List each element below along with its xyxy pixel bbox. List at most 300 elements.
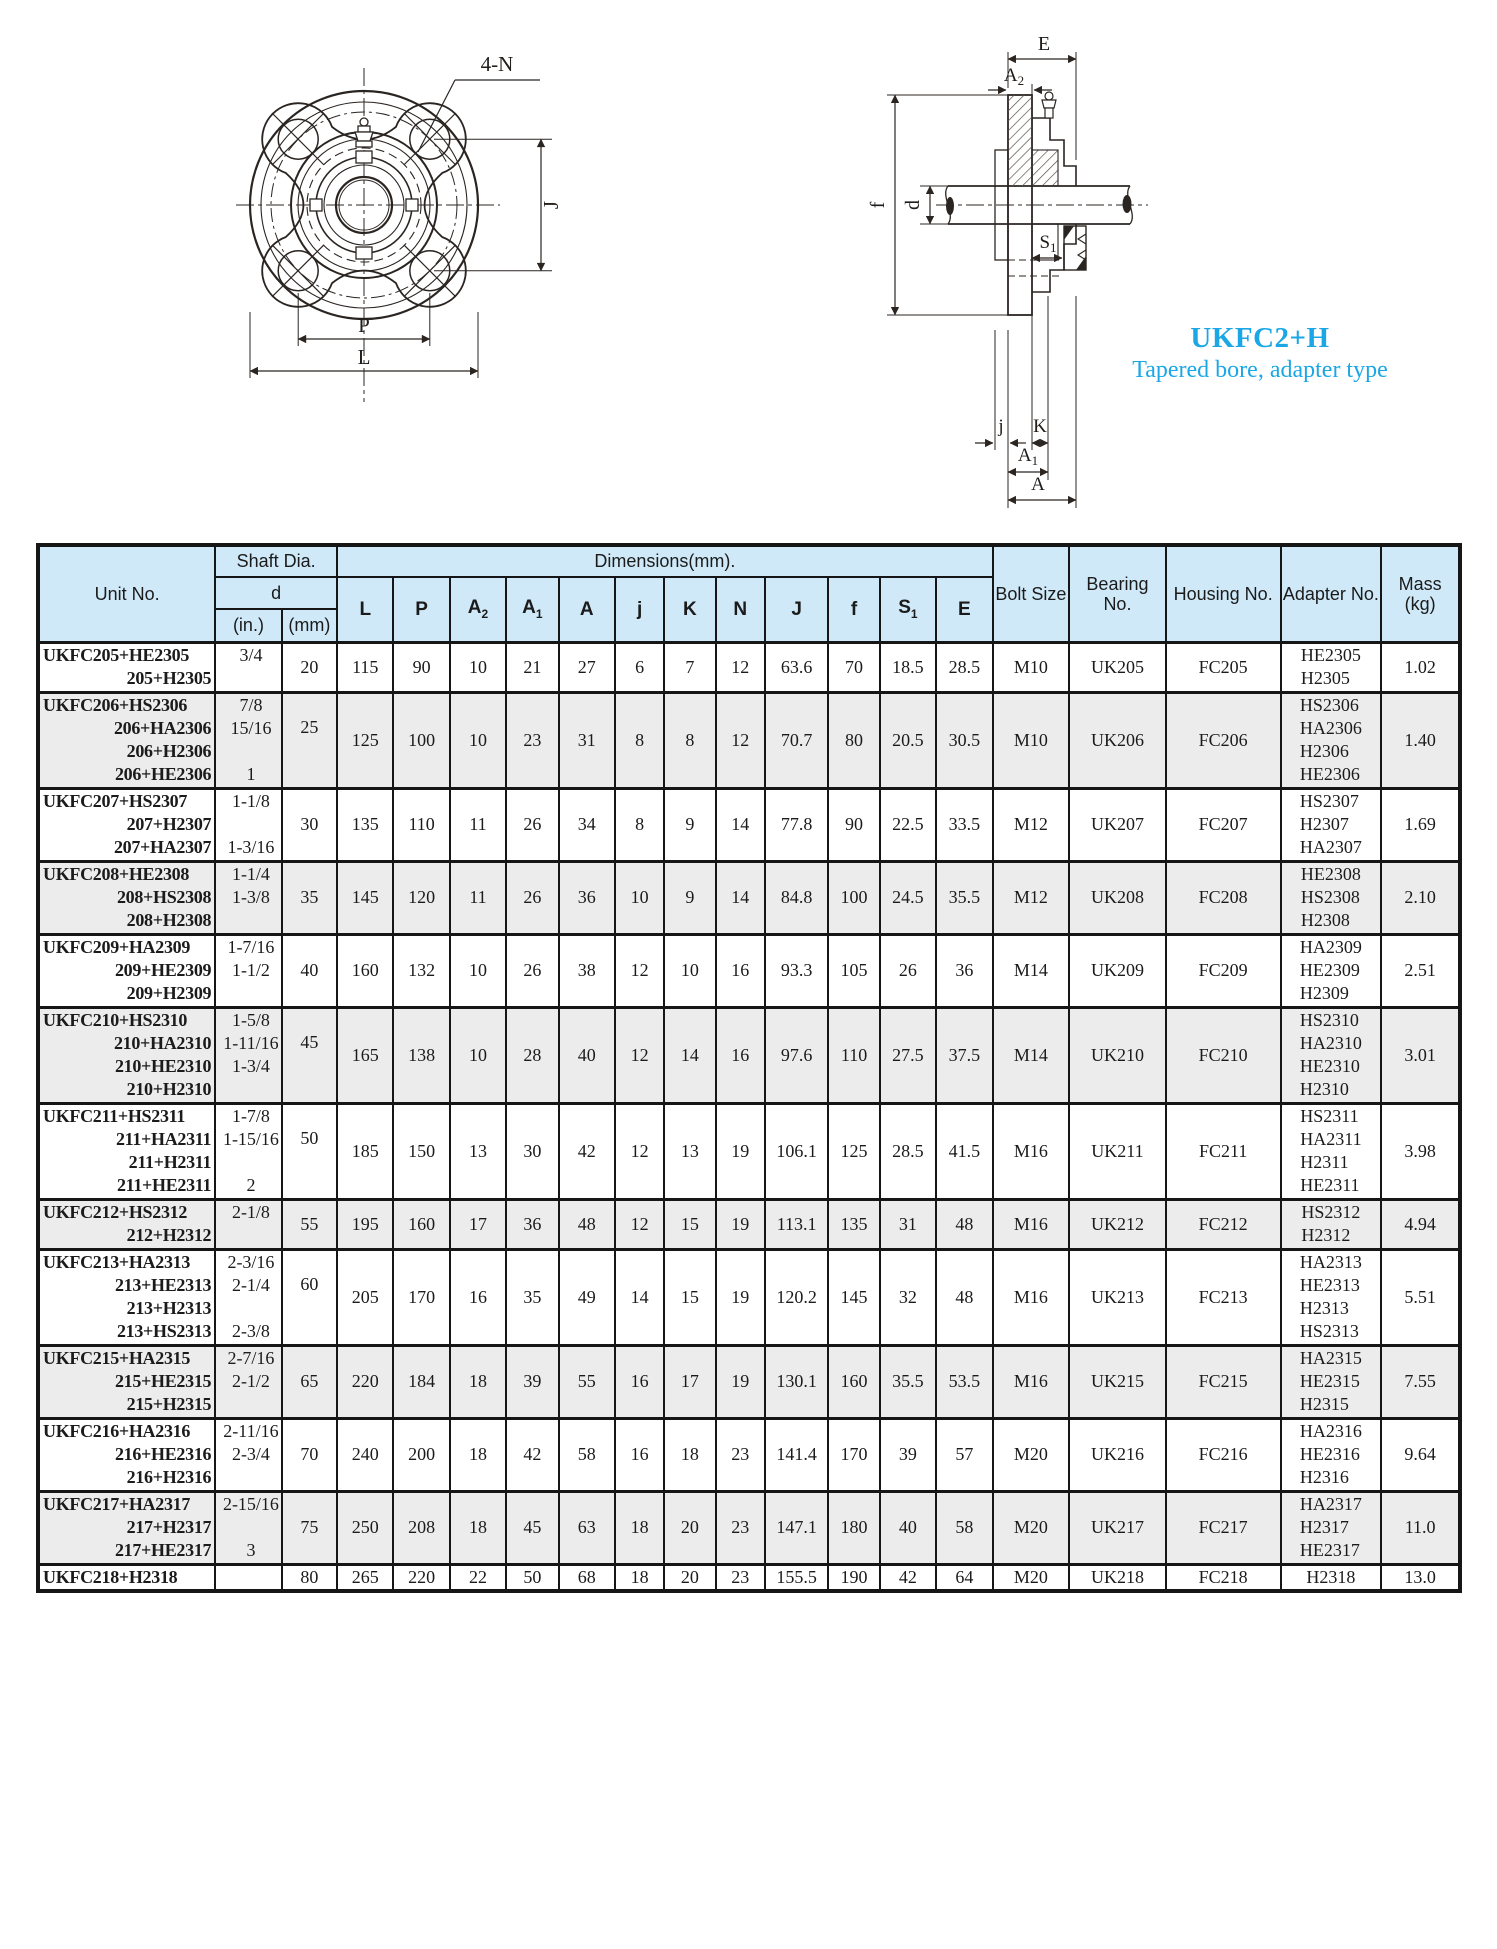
unit-no-line: 216+HE2316 xyxy=(114,1444,212,1464)
cell-dim-n: 12 xyxy=(716,642,765,692)
shaft-dia-in-line: 1-7/8 xyxy=(231,1106,270,1126)
dim-j-label: J xyxy=(539,200,563,210)
dim-letter: j xyxy=(636,598,643,620)
cell-dim-a1: 50 xyxy=(506,1564,558,1591)
cell-dim-a1: 28 xyxy=(506,1007,558,1103)
dim-letter-sub: 1 xyxy=(910,606,918,621)
adapter-no-line: HS2307 xyxy=(1299,791,1359,811)
cell-bolt-size: M16 xyxy=(993,1103,1070,1199)
cell-dim-n: 19 xyxy=(716,1199,765,1249)
shaft-dia-in-line: 2-7/16 xyxy=(227,1348,275,1368)
shaft-dia-in-line: 2-1/8 xyxy=(231,1202,270,1222)
unit-no-line: 213+H2313 xyxy=(126,1298,212,1318)
cell-dim-j: 18 xyxy=(615,1564,664,1591)
cell-mass: 1.40 xyxy=(1381,692,1460,788)
cell-shaft-dia-mm xyxy=(282,1103,337,1199)
cell-dim-l: 220 xyxy=(337,1345,393,1418)
unit-no-line: UKFC215+HA2315 xyxy=(43,1348,191,1368)
shaft-dia-mm-value: 70 xyxy=(300,1444,319,1464)
unit-no-line: 211+HA2311 xyxy=(115,1129,212,1149)
cell-adapter-no xyxy=(1281,1564,1382,1591)
cell-unit-no xyxy=(38,861,215,934)
cell-dim-j: 155.5 xyxy=(765,1564,828,1591)
cell-bearing-no: UK209 xyxy=(1069,934,1166,1007)
unit-no-line: UKFC217+HA2317 xyxy=(43,1494,191,1514)
cell-dim-s1: 24.5 xyxy=(880,861,936,934)
col-header-dim-f xyxy=(828,577,879,642)
adapter-no-line: H2315 xyxy=(1299,1394,1349,1414)
dim-letter: S xyxy=(898,597,911,619)
spec-row xyxy=(38,1564,1460,1591)
adapter-no-block xyxy=(1300,694,1362,786)
cell-dim-j: 93.3 xyxy=(765,934,828,1007)
cell-dim-n: 19 xyxy=(716,1345,765,1418)
cell-housing-no: FC209 xyxy=(1166,934,1281,1007)
adapter-no-line: HS2310 xyxy=(1299,1010,1359,1030)
dim-j-side xyxy=(975,416,1026,443)
cell-dim-j: 84.8 xyxy=(765,861,828,934)
cell-dim-p: 170 xyxy=(393,1249,449,1345)
shaft-dia-in-line xyxy=(216,740,280,763)
cell-mass: 3.01 xyxy=(1381,1007,1460,1103)
col-header-dimensions: Dimensions(mm). xyxy=(337,545,993,577)
cell-dim-j: 12 xyxy=(615,1007,664,1103)
cell-dim-e: 48 xyxy=(936,1249,993,1345)
cell-shaft-dia-mm xyxy=(282,861,337,934)
cell-dim-f: 190 xyxy=(828,1564,879,1591)
unit-no-line: 206+HA2306 xyxy=(113,718,212,738)
cell-shaft-dia-in xyxy=(215,1418,281,1491)
cell-unit-no xyxy=(38,1249,215,1345)
cell-housing-no: FC213 xyxy=(1166,1249,1281,1345)
cell-dim-e: 53.5 xyxy=(936,1345,993,1418)
unit-no-line: 210+HE2310 xyxy=(114,1056,212,1076)
cell-adapter-no xyxy=(1281,1491,1382,1564)
dim-d-label: d xyxy=(902,200,924,210)
shaft-dia-in-line: 3 xyxy=(246,1540,256,1560)
adapter-no-line: HE2315 xyxy=(1299,1371,1360,1391)
adapter-no-line: HA2313 xyxy=(1299,1252,1362,1272)
cell-dim-j: 18 xyxy=(615,1491,664,1564)
adapter-no-block xyxy=(1300,1009,1362,1101)
svg-text:A1 xyxy=(1018,445,1038,468)
shaft-dia-mm-value: 55 xyxy=(300,1213,319,1234)
unit-no-line: 208+H2308 xyxy=(126,910,212,930)
cell-dim-p: 138 xyxy=(393,1007,449,1103)
unit-no-line: 215+HE2315 xyxy=(114,1371,212,1391)
cell-mass: 7.55 xyxy=(1381,1345,1460,1418)
cell-dim-s1: 40 xyxy=(880,1491,936,1564)
spec-row xyxy=(38,788,1460,861)
cell-housing-no: FC210 xyxy=(1166,1007,1281,1103)
shaft-dia-in-line: 1-1/2 xyxy=(231,960,270,980)
col-header-dim-a2 xyxy=(450,577,506,642)
shaft-dia-in-line xyxy=(216,909,280,932)
shaft-dia-in-line xyxy=(216,1297,280,1320)
series-subtitle: Tapered bore, adapter type xyxy=(1132,357,1388,383)
cell-housing-no: FC206 xyxy=(1166,692,1281,788)
cell-dim-e: 30.5 xyxy=(936,692,993,788)
cell-shaft-dia-in xyxy=(215,1345,281,1418)
shaft-dia-in-line: 1-11/16 xyxy=(223,1033,279,1053)
cell-bolt-size: M12 xyxy=(993,788,1070,861)
col-header-bolt-size: Bolt Size xyxy=(993,545,1070,642)
unit-no-line: UKFC211+HS2311 xyxy=(43,1106,186,1126)
cell-dim-a2: 10 xyxy=(450,934,506,1007)
shaft-dia-in-line: 7/8 xyxy=(239,695,263,715)
cell-dim-a2: 10 xyxy=(450,692,506,788)
cell-dim-a1: 35 xyxy=(506,1249,558,1345)
cell-dim-l: 205 xyxy=(337,1249,393,1345)
cell-dim-s1: 26 xyxy=(880,934,936,1007)
unit-no-line: 217+HE2317 xyxy=(114,1540,212,1560)
unit-no-line: 209+HE2309 xyxy=(114,960,212,980)
shaft-dia-mm-value: 30 xyxy=(300,814,319,834)
dim-p-label: P xyxy=(358,313,370,337)
cell-mass: 11.0 xyxy=(1381,1491,1460,1564)
unit-no-line: 216+H2316 xyxy=(126,1467,212,1487)
shaft-dia-in-line xyxy=(216,1151,280,1174)
cell-unit-no xyxy=(38,1199,215,1249)
cell-shaft-dia-mm xyxy=(282,1249,337,1345)
shaft-dia-in-line xyxy=(216,1224,280,1247)
cell-dim-s1: 22.5 xyxy=(880,788,936,861)
shaft-dia-in-line: 2-15/16 xyxy=(222,1494,279,1514)
col-header-dim-j xyxy=(615,577,664,642)
shaft-dia-in-line xyxy=(216,1466,280,1489)
cell-adapter-no xyxy=(1281,861,1382,934)
cell-dim-a: 68 xyxy=(559,1564,615,1591)
cell-dim-e: 33.5 xyxy=(936,788,993,861)
series-title-block xyxy=(1080,322,1440,384)
cell-dim-f: 125 xyxy=(828,1103,879,1199)
cell-adapter-no xyxy=(1281,1103,1382,1199)
bolt-note-leader xyxy=(418,52,540,152)
adapter-no-line: HA2307 xyxy=(1299,837,1362,857)
adapter-no-line: HS2308 xyxy=(1300,887,1360,907)
cell-housing-no: FC218 xyxy=(1166,1564,1281,1591)
cell-unit-no xyxy=(38,934,215,1007)
unit-no-line: 210+HA2310 xyxy=(113,1033,212,1053)
cell-shaft-dia-mm xyxy=(282,1199,337,1249)
cell-dim-l: 125 xyxy=(337,692,393,788)
col-header-dim-p xyxy=(393,577,449,642)
unit-no-line: UKFC205+HE2305 xyxy=(43,645,190,665)
col-header-dim-k xyxy=(664,577,715,642)
cell-bearing-no: UK215 xyxy=(1069,1345,1166,1418)
series-title: UKFC2+H xyxy=(1190,322,1330,354)
adapter-no-block xyxy=(1300,1347,1362,1416)
cell-shaft-dia-mm xyxy=(282,1491,337,1564)
cell-dim-a1: 26 xyxy=(506,788,558,861)
dim-s1-sub: 1 xyxy=(1050,240,1057,255)
adapter-no-line: H2309 xyxy=(1299,983,1349,1003)
adapter-no-line: H2312 xyxy=(1301,1225,1351,1245)
unit-no-line: 206+HE2306 xyxy=(114,764,212,784)
cell-dim-j: 12 xyxy=(615,1199,664,1249)
shaft-dia-in-line xyxy=(216,667,280,690)
shaft-dia-in-line: 3/4 xyxy=(239,645,263,665)
cell-dim-a1: 42 xyxy=(506,1418,558,1491)
col-header-dim-s1 xyxy=(880,577,936,642)
dim-letter: J xyxy=(791,598,802,620)
adapter-no-line: H2306 xyxy=(1299,741,1349,761)
cell-mass: 3.98 xyxy=(1381,1103,1460,1199)
col-header-dim-j xyxy=(765,577,828,642)
cell-dim-n: 16 xyxy=(716,934,765,1007)
cell-shaft-dia-in xyxy=(215,1007,281,1103)
dim-e-label: E xyxy=(1037,33,1051,55)
cell-shaft-dia-mm xyxy=(282,1418,337,1491)
cell-dim-j: 147.1 xyxy=(765,1491,828,1564)
cell-dim-j: 10 xyxy=(615,861,664,934)
cell-dim-j: 130.1 xyxy=(765,1345,828,1418)
shaft-dia-in-line: 1-3/8 xyxy=(231,887,270,907)
dim-letter: P xyxy=(415,598,428,620)
dim-letter: L xyxy=(359,598,372,620)
cell-bearing-no: UK212 xyxy=(1069,1199,1166,1249)
cell-dim-j: 77.8 xyxy=(765,788,828,861)
cell-dim-a2: 22 xyxy=(450,1564,506,1591)
col-header-bearing-no: Bearing No. xyxy=(1069,545,1166,642)
unit-no-line: UKFC210+HS2310 xyxy=(43,1010,188,1030)
shaft-dia-mm-value: 45 xyxy=(300,1031,319,1052)
bolt-hole-bottom-left xyxy=(272,245,324,297)
cell-dim-s1: 42 xyxy=(880,1564,936,1591)
cell-shaft-dia-mm xyxy=(282,1564,337,1591)
cell-bolt-size: M20 xyxy=(993,1491,1070,1564)
dim-letter: A xyxy=(467,597,482,619)
cell-dim-l: 160 xyxy=(337,934,393,1007)
cell-bearing-no: UK210 xyxy=(1069,1007,1166,1103)
adapter-no-block xyxy=(1300,790,1362,859)
cell-adapter-no xyxy=(1281,692,1382,788)
cell-dim-j: 97.6 xyxy=(765,1007,828,1103)
cell-dim-s1: 27.5 xyxy=(880,1007,936,1103)
cell-dim-a1: 23 xyxy=(506,692,558,788)
cell-unit-no xyxy=(38,642,215,692)
dim-letter: N xyxy=(733,598,748,620)
cell-mass: 13.0 xyxy=(1381,1564,1460,1591)
cell-dim-a: 31 xyxy=(559,692,615,788)
cell-dim-a: 48 xyxy=(559,1199,615,1249)
cell-dim-a: 27 xyxy=(559,642,615,692)
cell-dim-a: 63 xyxy=(559,1491,615,1564)
cell-dim-e: 35.5 xyxy=(936,861,993,934)
cell-dim-f: 145 xyxy=(828,1249,879,1345)
cell-dim-f: 170 xyxy=(828,1418,879,1491)
cell-dim-p: 220 xyxy=(393,1564,449,1591)
shaft-dia-in-line: 1-7/16 xyxy=(227,937,275,957)
technical-drawings xyxy=(0,0,1497,543)
cell-dim-a1: 45 xyxy=(506,1491,558,1564)
cell-dim-a1: 26 xyxy=(506,861,558,934)
cell-dim-p: 132 xyxy=(393,934,449,1007)
cell-dim-n: 23 xyxy=(716,1564,765,1591)
cell-dim-k: 18 xyxy=(664,1418,715,1491)
dim-k-label: K xyxy=(1033,416,1047,437)
cell-shaft-dia-mm xyxy=(282,692,337,788)
cell-dim-n: 14 xyxy=(716,861,765,934)
shaft-dia-in-line xyxy=(216,1566,280,1589)
bolt-hole-top-left xyxy=(272,113,324,165)
cell-dim-n: 19 xyxy=(716,1103,765,1199)
cell-dim-k: 8 xyxy=(664,692,715,788)
cell-dim-l: 195 xyxy=(337,1199,393,1249)
adapter-no-line: HE2306 xyxy=(1299,764,1360,784)
adapter-no-line: HE2310 xyxy=(1299,1056,1360,1076)
cell-dim-a2: 13 xyxy=(450,1103,506,1199)
adapter-no-line: H2318 xyxy=(1306,1566,1356,1587)
cell-dim-l: 135 xyxy=(337,788,393,861)
shaft-dia-in-line: 2 xyxy=(246,1175,256,1195)
dim-letter: K xyxy=(683,598,697,620)
cell-housing-no: FC216 xyxy=(1166,1418,1281,1491)
cell-dim-e: 28.5 xyxy=(936,642,993,692)
cell-bolt-size: M16 xyxy=(993,1345,1070,1418)
unit-no-line: UKFC209+HA2309 xyxy=(43,937,191,957)
spec-row xyxy=(38,934,1460,1007)
side-grease-fitting-icon xyxy=(1042,92,1056,118)
shaft-dia-in-line: 1-1/4 xyxy=(231,864,270,884)
unit-no-line: 208+HS2308 xyxy=(116,887,212,907)
cell-dim-a: 38 xyxy=(559,934,615,1007)
svg-text:S1 xyxy=(1039,232,1056,255)
spec-row xyxy=(38,1249,1460,1345)
cell-dim-j: 63.6 xyxy=(765,642,828,692)
cell-shaft-dia-in xyxy=(215,642,281,692)
cell-shaft-dia-in xyxy=(215,934,281,1007)
cell-dim-j: 6 xyxy=(615,642,664,692)
cell-dim-a: 49 xyxy=(559,1249,615,1345)
cell-dim-a1: 30 xyxy=(506,1103,558,1199)
cell-dim-a2: 18 xyxy=(450,1345,506,1418)
adapter-no-line: HA2317 xyxy=(1299,1494,1362,1514)
cell-dim-a1: 21 xyxy=(506,642,558,692)
cell-dim-a2: 16 xyxy=(450,1249,506,1345)
adapter-no-line: HE2317 xyxy=(1299,1540,1360,1560)
adapter-no-line: H2308 xyxy=(1300,910,1350,930)
adapter-no-line: H2305 xyxy=(1300,668,1350,688)
dim-a xyxy=(1008,474,1076,500)
cell-dim-j: 16 xyxy=(615,1345,664,1418)
cell-mass: 2.51 xyxy=(1381,934,1460,1007)
cell-dim-a: 36 xyxy=(559,861,615,934)
spec-table-body xyxy=(38,642,1460,1591)
cell-dim-l: 165 xyxy=(337,1007,393,1103)
cell-dim-f: 70 xyxy=(828,642,879,692)
cell-bearing-no: UK218 xyxy=(1069,1564,1166,1591)
cell-dim-j: 12 xyxy=(615,934,664,1007)
adapter-no-line: HS2313 xyxy=(1299,1321,1359,1341)
cell-dim-j: 106.1 xyxy=(765,1103,828,1199)
cell-housing-no: FC212 xyxy=(1166,1199,1281,1249)
cell-shaft-dia-in xyxy=(215,861,281,934)
cell-adapter-no xyxy=(1281,642,1382,692)
spec-row xyxy=(38,861,1460,934)
cell-mass: 4.94 xyxy=(1381,1199,1460,1249)
cell-dim-p: 200 xyxy=(393,1418,449,1491)
unit-no-line: 206+H2306 xyxy=(126,741,212,761)
cell-bearing-no: UK217 xyxy=(1069,1491,1166,1564)
col-header-housing-no: Housing No. xyxy=(1166,545,1281,642)
unit-no-line: UKFC208+HE2308 xyxy=(43,864,190,884)
cell-mass: 1.02 xyxy=(1381,642,1460,692)
adapter-no-block xyxy=(1300,1420,1362,1489)
unit-no-line: 213+HE2313 xyxy=(114,1275,212,1295)
cell-dim-s1: 35.5 xyxy=(880,1345,936,1418)
cell-dim-k: 15 xyxy=(664,1249,715,1345)
cell-dim-j: 16 xyxy=(615,1418,664,1491)
cell-dim-p: 160 xyxy=(393,1199,449,1249)
adapter-no-line: HS2311 xyxy=(1300,1106,1359,1126)
cell-dim-p: 120 xyxy=(393,861,449,934)
cell-bearing-no: UK205 xyxy=(1069,642,1166,692)
front-view xyxy=(236,52,563,402)
col-header-adapter-no: Adapter No. xyxy=(1281,545,1382,642)
adapter-no-block xyxy=(1300,1105,1361,1197)
cell-bearing-no: UK213 xyxy=(1069,1249,1166,1345)
unit-no-line: 211+H2311 xyxy=(128,1152,212,1172)
cell-dim-a2: 11 xyxy=(450,861,506,934)
cell-dim-e: 57 xyxy=(936,1418,993,1491)
col-header-d: d xyxy=(215,577,337,609)
side-view xyxy=(867,33,1148,508)
adapter-no-line: HA2311 xyxy=(1300,1129,1362,1149)
adapter-no-line: HA2315 xyxy=(1299,1348,1362,1368)
unit-no-line: UKFC212+HS2312 xyxy=(43,1202,188,1222)
dim-s1-label: S xyxy=(1039,232,1051,253)
cell-housing-no: FC215 xyxy=(1166,1345,1281,1418)
cell-unit-no xyxy=(38,1418,215,1491)
cell-dim-a: 42 xyxy=(559,1103,615,1199)
cell-dim-n: 12 xyxy=(716,692,765,788)
unit-no-line: 217+H2317 xyxy=(126,1517,212,1537)
cell-dim-s1: 31 xyxy=(880,1199,936,1249)
cell-bolt-size: M20 xyxy=(993,1564,1070,1591)
cell-dim-j: 14 xyxy=(615,1249,664,1345)
cell-dim-j: 8 xyxy=(615,692,664,788)
cell-bearing-no: UK206 xyxy=(1069,692,1166,788)
dim-letter: f xyxy=(850,598,858,620)
unit-no-line: UKFC218+H2318 xyxy=(43,1566,178,1587)
dim-l-label: L xyxy=(357,345,371,369)
cell-dim-n: 23 xyxy=(716,1491,765,1564)
adapter-no-line: H2313 xyxy=(1299,1298,1349,1318)
cell-dim-a2: 10 xyxy=(450,642,506,692)
col-header-dim-n xyxy=(716,577,765,642)
cell-dim-p: 208 xyxy=(393,1491,449,1564)
spec-row xyxy=(38,1007,1460,1103)
shaft-dia-in-line xyxy=(216,813,280,836)
cell-dim-n: 14 xyxy=(716,788,765,861)
cell-shaft-dia-in xyxy=(215,1491,281,1564)
cell-unit-no xyxy=(38,1007,215,1103)
spec-row xyxy=(38,1491,1460,1564)
shaft-dia-in-line: 1 xyxy=(246,764,256,784)
shaft-dia-mm-value: 50 xyxy=(300,1127,319,1148)
cell-shaft-dia-in xyxy=(215,1564,281,1591)
adapter-no-line: HA2310 xyxy=(1299,1033,1362,1053)
cell-mass: 5.51 xyxy=(1381,1249,1460,1345)
cell-shaft-dia-mm xyxy=(282,934,337,1007)
col-header-mm: (mm) xyxy=(282,609,337,642)
cell-dim-f: 90 xyxy=(828,788,879,861)
adapter-no-block xyxy=(1306,1566,1355,1589)
dim-letter: A xyxy=(522,597,536,619)
dim-k xyxy=(1032,416,1048,443)
cell-dim-s1: 20.5 xyxy=(880,692,936,788)
